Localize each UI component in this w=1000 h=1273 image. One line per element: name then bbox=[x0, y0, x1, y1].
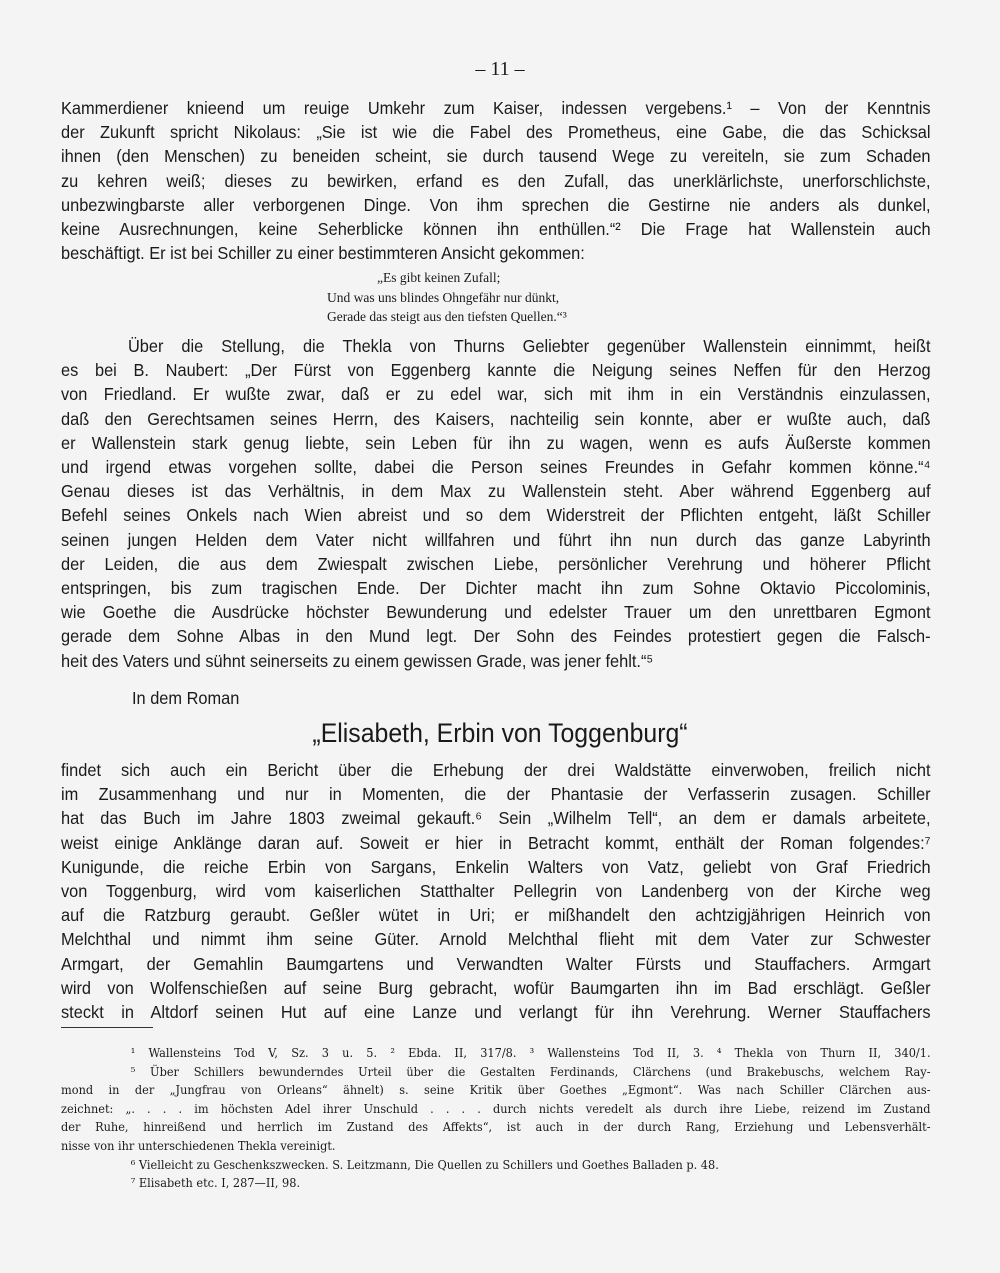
verse-line: Gerade das steigt aus den tiefsten Quellen.“³ bbox=[327, 309, 567, 324]
text-line: daß den Gerechtsamen seines Herrn, des Kaisers, nachteilig sein konnte, aber er wußte auch, daß bbox=[61, 408, 931, 429]
text-line: seinen jungen Helden dem Vater nicht willfahren und führt ihn nun durch das ganze Labyrinth bbox=[61, 529, 931, 550]
text-line: Kammerdiener knieend um reuige Umkehr zum Kaiser, indessen vergebens.¹ – Von der Kenntnis bbox=[61, 98, 931, 118]
text-line: Kunigunde, die reiche Erbin von Sargans, Enkelin Walters von Vatz, geliebt von Graf Friedrich bbox=[61, 856, 931, 877]
paragraph-kenntnis-der-zukunft bbox=[61, 96, 931, 265]
footnote-line: ⁷ Elisabeth etc. I, 287—II, 98. bbox=[130, 1176, 301, 1191]
text-line: wird von Wolfenschießen auf seine Burg gebracht, wofür Baumgarten ihn im Bad erschlägt. Geßler bbox=[61, 977, 931, 998]
text-line: keine Ausrechnungen, keine Seherblicke können ihn enthüllen.“² Die Frage hat Wallenstein auch bbox=[61, 219, 931, 240]
text-line: wie Goethe die Ausdrücke höchster Bewunderung und edelster Trauer um den unrettbaren Egmont bbox=[61, 602, 931, 623]
text-line: hat das Buch im Jahre 1803 zweimal gekauft.⁶ Sein „Wilhelm Tell“, an dem er damals arbeitete, bbox=[61, 808, 931, 829]
text-line: zu kehren weiß; dieses zu bewirken, erfand es den Zufall, das unerklärlichste, unerforschlichste, bbox=[61, 170, 931, 191]
page-number: – 11 – bbox=[475, 58, 525, 80]
footnote-line: ⁶ Vielleicht zu Geschenkszwecken. S. Leitzmann, Die Quellen zu Schillers und Goethes Balladen p. 48. bbox=[130, 1157, 719, 1172]
text-line: der Leiden, die aus dem Zwiespalt zwischen Liebe, persönlicher Verehrung und höherer Pflicht bbox=[61, 553, 931, 574]
text-line: gerade dem Sohne Albas in den Mund legt. Der Sohn des Feindes protestiert gegen die Falsch- bbox=[61, 626, 931, 647]
text-line: ihnen (den Menschen) zu beneiden scheint, sie durch tausend Wege zu vereiteln, sie zum Schaden bbox=[61, 146, 931, 167]
footnote-line: mond in der „Jungfrau von Orleans“ ähnelt) s. seine Kritik über Goethes „Egmont“. Was nach Schiller Clärchen aus- bbox=[61, 1083, 931, 1098]
text-line: entspringen, bis zum tragischen Ende. Der Dichter macht ihn zum Sohne Oktavio Piccolominis, bbox=[61, 578, 931, 599]
footnotes bbox=[61, 1044, 931, 1193]
paragraph-thekla-von-thurn bbox=[61, 334, 931, 673]
footnote-divider bbox=[61, 1027, 153, 1028]
footnote-line: ¹ Wallensteins Tod V, Sz. 3 u. 5. ² Ebda. II, 317/8. ³ Wallensteins Tod II, 3. ⁴ Thekla von Thurn II, 340/1. bbox=[130, 1046, 931, 1060]
section-intro: In dem Roman bbox=[132, 688, 240, 708]
text-line: heit des Vaters und sühnt seinerseits zu einem gewissen Grade, was jener fehlt.“⁵ bbox=[61, 650, 654, 671]
text-line: Befehl seines Onkels nach Wien abreist und so dem Widerstreit der Pflichten entgeht, läßt Schiller bbox=[61, 505, 931, 526]
section-heading: „Elisabeth, Erbin von Toggenburg“ bbox=[312, 718, 688, 748]
verse-line: Und was uns blindes Ohngefähr nur dünkt, bbox=[327, 289, 560, 305]
text-line: im Zusammenhang und nur in Momenten, die der Phantasie der Verfasserin zusagen. Schiller bbox=[61, 784, 931, 805]
footnote-line: nisse von ihr unterschiedenen Thekla vereinigt. bbox=[61, 1138, 336, 1153]
text-line: von Friedland. Er wußte zwar, daß er zu edel war, sich mit ihm in ein Verständnis einzulassen, bbox=[61, 384, 931, 405]
footnote-line: zeichnet: „. . . . im höchsten Adel ihrer Unschuld . . . . durch nichts veredelt als durch ihre Liebe, reizend im Zustand bbox=[61, 1101, 931, 1116]
text-line: unbezwingbarste aller verborgenen Dinge. Von ihm sprechen die Gestirne nie anders als dunkel, bbox=[61, 194, 931, 215]
text-line: Armgart, der Gemahlin Baumgartens und Verwandten Walter Fürsts und Stauffachers. Armgart bbox=[61, 953, 931, 974]
text-line: es bei B. Naubert: „Der Fürst von Eggenberg kannte die Neigung seines Neffen für den Herzog bbox=[61, 360, 931, 381]
text-line: steckt in Altdorf seinen Hut auf eine Lanze und verlangt für ihn Verehrung. Werner Stauffachers bbox=[61, 1002, 931, 1023]
footnote-line: ⁵ Über Schillers bewunderndes Urteil über die Gestalten Ferdinands, Clärchens (und Brakebuschs, welchem Ray- bbox=[130, 1064, 931, 1079]
verse-line: „Es gibt keinen Zufall; bbox=[377, 270, 501, 285]
text-line: auf die Ratzburg geraubt. Geßler wütet in Uri; er mißhandelt den achtzigjährigen Heinrich von bbox=[61, 905, 931, 926]
text-line: und irgend etwas vorgehen sollte, dabei die Person seines Freundes in Gefahr kommen könne.“⁴ bbox=[61, 457, 931, 478]
text-line: Genau dieses ist das Verhältnis, in dem Max zu Wallenstein steht. Aber während Eggenberg auf bbox=[61, 481, 931, 502]
paragraph-elisabeth-toggenburg bbox=[61, 758, 931, 1024]
footnote-line: der Ruhe, hinreißend und herrlich im Zustand des Affekts“, ist auch in der durch Rang, Erziehung und Lebensverhält- bbox=[61, 1120, 931, 1135]
verse-quotation bbox=[327, 268, 567, 327]
text-line: der Zukunft spricht Nikolaus: „Sie ist wie die Fabel des Prometheus, eine Gabe, die das Schicksal bbox=[61, 122, 931, 143]
text-line: findet sich auch ein Bericht über die Erhebung der drei Waldstätte einverwoben, freilich nicht bbox=[61, 760, 931, 780]
text-line: weist einige Anklänge daran auf. Soweit er hier in Betracht kommt, enthält der Roman folgendes:⁷ bbox=[61, 832, 931, 853]
text-line: Über die Stellung, die Thekla von Thurns Geliebter gegenüber Wallenstein einnimmt, heißt bbox=[127, 336, 931, 356]
text-line: von Toggenburg, wird vom kaiserlichen Statthalter Pellegrin von Landenberg von der Kirche weg bbox=[61, 881, 931, 902]
text-line: er Wallenstein stark genug liebte, sein Leben für ihn zu wagen, wenn es aufs Äußerste kommen bbox=[61, 432, 931, 453]
text-line: beschäftigt. Er ist bei Schiller zu einer bestimmteren Ansicht gekommen: bbox=[61, 243, 585, 264]
text-line: Melchthal und nimmt ihm seine Güter. Arnold Melchthal flieht mit dem Vater zur Schwester bbox=[61, 929, 931, 950]
